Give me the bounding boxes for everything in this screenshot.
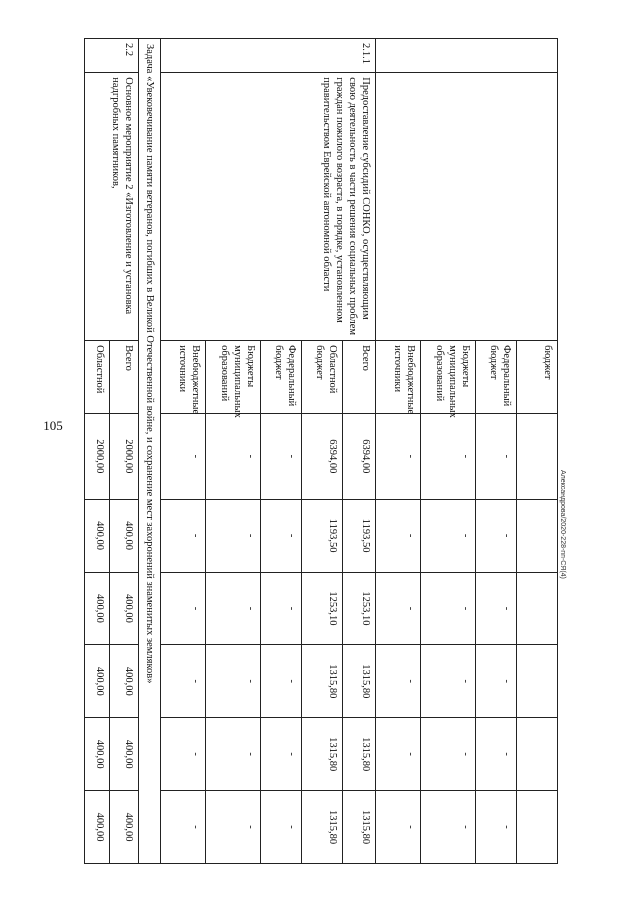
value-total: - bbox=[261, 413, 302, 499]
value-year-3: 1315,80 bbox=[302, 645, 343, 718]
value-year-4: - bbox=[206, 718, 261, 791]
task-row bbox=[138, 39, 160, 864]
value-year-4: - bbox=[161, 718, 206, 791]
funding-source: Всего bbox=[343, 341, 376, 414]
value-total: 6394,00 bbox=[302, 413, 343, 499]
funding-source: Всего bbox=[109, 341, 138, 414]
value-year-5: - bbox=[376, 791, 421, 864]
value-year-5: - bbox=[161, 791, 206, 864]
value-year-4 bbox=[517, 718, 558, 791]
value-year-2: 1253,10 bbox=[343, 572, 376, 645]
value-year-4: - bbox=[476, 718, 517, 791]
funding-source: Внебюджетные источники bbox=[376, 341, 421, 414]
value-year-3: 400,00 bbox=[84, 645, 109, 718]
measure-name bbox=[376, 73, 558, 341]
value-year-2: - bbox=[206, 572, 261, 645]
value-year-4: - bbox=[421, 718, 476, 791]
value-year-4: - bbox=[261, 718, 302, 791]
value-total: - bbox=[206, 413, 261, 499]
value-year-2: 400,00 bbox=[84, 572, 109, 645]
footer-code: Александрова/2020-228-пп-СЯ(4) bbox=[559, 470, 566, 579]
value-total: - bbox=[376, 413, 421, 499]
value-year-1: - bbox=[476, 499, 517, 572]
value-year-3: - bbox=[376, 645, 421, 718]
value-year-5: 400,00 bbox=[109, 791, 138, 864]
value-total: 2000,00 bbox=[109, 413, 138, 499]
value-total: - bbox=[421, 413, 476, 499]
value-year-1: 400,00 bbox=[84, 499, 109, 572]
value-year-2: - bbox=[376, 572, 421, 645]
value-year-1: 1193,50 bbox=[343, 499, 376, 572]
table-row bbox=[109, 39, 138, 864]
value-year-2: 400,00 bbox=[109, 572, 138, 645]
table-row bbox=[517, 39, 558, 864]
value-year-1: - bbox=[206, 499, 261, 572]
funding-source: Бюджеты муниципальных образований bbox=[421, 341, 476, 414]
rotated-table-container bbox=[58, 38, 558, 864]
task-heading: Задача «Увековечивание памяти ветеранов, погибших в Великой Отечественной войне, и сохранение мест захоронений знаменитых земляков» bbox=[138, 39, 160, 864]
value-year-2: 1253,10 bbox=[302, 572, 343, 645]
value-year-3: - bbox=[421, 645, 476, 718]
value-year-5: - bbox=[421, 791, 476, 864]
value-year-3: - bbox=[161, 645, 206, 718]
value-year-2 bbox=[517, 572, 558, 645]
value-year-2: - bbox=[261, 572, 302, 645]
value-year-1: - bbox=[421, 499, 476, 572]
value-year-3: 1315,80 bbox=[343, 645, 376, 718]
value-year-5 bbox=[517, 791, 558, 864]
value-year-1: 400,00 bbox=[109, 499, 138, 572]
table-row bbox=[343, 39, 376, 864]
funding-source: Бюджеты муниципальных образований bbox=[206, 341, 261, 414]
measure-name: Основное мероприятие 2 «Изготовление и установка надгробных памятников, bbox=[84, 73, 138, 341]
value-total: 2000,00 bbox=[84, 413, 109, 499]
value-year-2: - bbox=[421, 572, 476, 645]
value-year-5: - bbox=[206, 791, 261, 864]
value-year-5: 400,00 bbox=[84, 791, 109, 864]
value-year-4: 400,00 bbox=[109, 718, 138, 791]
value-year-4: 1315,80 bbox=[302, 718, 343, 791]
value-year-4: 400,00 bbox=[84, 718, 109, 791]
value-year-1: 1193,50 bbox=[302, 499, 343, 572]
value-total bbox=[517, 413, 558, 499]
value-total: - bbox=[161, 413, 206, 499]
value-total: 6394,00 bbox=[343, 413, 376, 499]
value-total: - bbox=[476, 413, 517, 499]
value-year-3 bbox=[517, 645, 558, 718]
funding-source: Областной bbox=[84, 341, 109, 414]
value-year-3: - bbox=[206, 645, 261, 718]
value-year-4: 1315,80 bbox=[343, 718, 376, 791]
value-year-5: 1315,80 bbox=[302, 791, 343, 864]
value-year-2: - bbox=[476, 572, 517, 645]
value-year-1: - bbox=[261, 499, 302, 572]
value-year-3: 400,00 bbox=[109, 645, 138, 718]
value-year-1 bbox=[517, 499, 558, 572]
value-year-2: - bbox=[161, 572, 206, 645]
funding-source: Областной бюджет bbox=[302, 341, 343, 414]
value-year-1: - bbox=[376, 499, 421, 572]
value-year-3: - bbox=[261, 645, 302, 718]
funding-source: Внебюджетные источники bbox=[161, 341, 206, 414]
budget-table bbox=[84, 38, 558, 864]
funding-source: Федеральный бюджет bbox=[476, 341, 517, 414]
value-year-3: - bbox=[476, 645, 517, 718]
funding-source: бюджет bbox=[517, 341, 558, 414]
row-number: 2.2 bbox=[84, 39, 138, 73]
measure-name: Предоставление субсидий СОНКО, осуществляющим свою деятельность в части решения социальных проблем граждан пожилого возраста, в порядке, установленном правительством Еврейской автономной области bbox=[161, 73, 376, 341]
page-number: 105 bbox=[43, 418, 63, 433]
funding-source: Федеральный бюджет bbox=[261, 341, 302, 414]
row-number: 2.1.1 bbox=[161, 39, 376, 73]
value-year-5: - bbox=[261, 791, 302, 864]
value-year-5: 1315,80 bbox=[343, 791, 376, 864]
row-number bbox=[376, 39, 558, 73]
value-year-5: - bbox=[476, 791, 517, 864]
value-year-1: - bbox=[161, 499, 206, 572]
value-year-4: - bbox=[376, 718, 421, 791]
